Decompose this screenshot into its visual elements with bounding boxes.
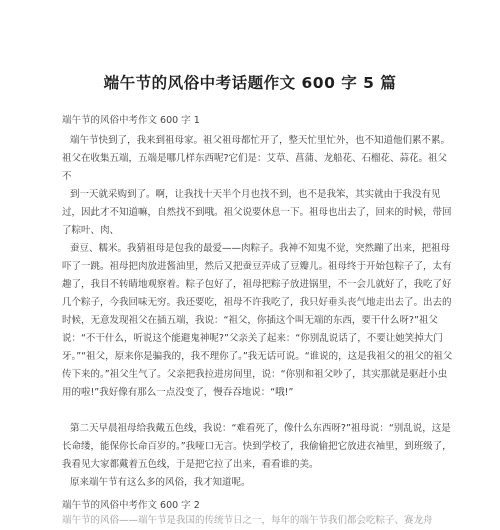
paragraph-2-text: 到一天就采购到了。啊，让我找十天半个月也找不到，也不是我笨，其实就由于我没有见过，因此才不知道嘛，自然找不到哦。祖父说要休息一下。祖母也出去了，回来的时候，带回了粽叶、肉、	[62, 189, 452, 236]
paragraph-5-text: 原来端午节有这么多的风俗，我才知道呢。	[70, 477, 251, 488]
paragraph-5	[62, 474, 454, 492]
section-2-heading: 端午节的风俗中考作文 600 字 2	[62, 500, 200, 511]
paragraph-4	[62, 420, 454, 474]
paragraph-1-text: 端午节快到了，我来到祖母家。祖父祖母都忙开了，整天忙里忙外，也不知道他们累不累。祖父在收集五端，五端是哪几样东西呢?它们是：艾草、菖蒲、龙船花、石榴花、蒜花。祖父不	[62, 135, 451, 182]
document-title: 端午节的风俗中考话题作文 600 字 5 篇	[103, 74, 397, 92]
paragraph-3-text: 蚕豆、糯米。我猜祖母是包我的最爱——肉粽子。我神不知鬼不觉，突然蹦了出来，把祖母吓了一跳。祖母把肉放进酱油里，然后又把蚕豆弄成了豆瓣儿。祖母终于开始包粽子了，太有趣了，我目不转睛地观察着。粽子包好了，祖母把粽子放进锅里，不一会儿就好了，我吃了好几个粽子，今我回味无穷。我还要吃，祖母不许我吃了，我只好垂头丧气地走出去了。出去的时候，无意发现祖父在插五端，我说：“祖父，你插这个叫无端的东西，要干什么呀?”祖父说：“不干什么，听说这个能避鬼神呢?”父亲关了起来：“你别乱说话了，不要让她笑掉大门牙。”“祖父，原来你是骗我的，我不理你了。”我无话可说。“谁说的，这是我祖父的祖父的祖父传下来的。”祖父生气了。父亲把我拉进房间里，说：“你别和祖父吵了，其实那就是驱赶小虫用的啦!”我好像有那么一点没变了，慢吞吞地说：“哦!”	[62, 243, 453, 398]
section-1-heading: 端午节的风俗中考作文 600 字 1	[62, 115, 200, 126]
paragraph-4-text: 第二天早晨祖母给我戴五色线，我说：“难看死了，像什么东西呀?”祖母说：“别乱说，这是长命缕，能保你长命百岁的。”我哑口无言。快到学校了，我偷偷把它放进衣袖里，到班级了，我看见大家都戴着五色线，于是把它拉了出来，看看谁的美。	[62, 423, 452, 470]
paragraph-1	[62, 132, 454, 186]
paragraph-2	[62, 186, 454, 240]
trailing-line: 端午节的风俗——端午节是我国的传统节日之一，每年的端午节我们都会吃粽子、赛龙舟	[62, 515, 433, 526]
paragraph-3	[62, 240, 454, 402]
